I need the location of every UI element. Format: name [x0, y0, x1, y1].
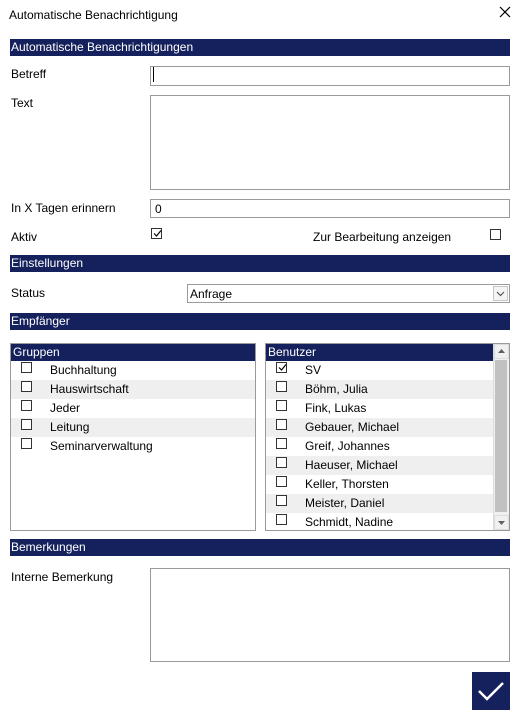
list-item-label: Fink, Lukas: [305, 401, 367, 415]
list-item[interactable]: [11, 418, 255, 437]
list-item-checkbox[interactable]: [21, 438, 32, 449]
list-item-checkbox[interactable]: [276, 514, 287, 525]
show-edit-checkbox[interactable]: [490, 229, 501, 240]
internal-remark-textarea[interactable]: [150, 568, 510, 662]
dropdown-button[interactable]: [493, 286, 508, 301]
list-item[interactable]: [266, 475, 493, 494]
list-item-label: Schmidt, Nadine: [305, 515, 394, 529]
list-item-checkbox[interactable]: [21, 362, 32, 373]
list-item[interactable]: [266, 513, 493, 531]
list-item[interactable]: [11, 380, 255, 399]
section-header-remarks: Bemerkungen: [10, 539, 510, 556]
status-select[interactable]: [187, 284, 510, 303]
active-label: Aktiv: [11, 230, 38, 244]
list-item-checkbox[interactable]: [276, 438, 287, 449]
list-item-label: Keller, Thorsten: [305, 477, 389, 491]
chevron-down-icon: [494, 287, 507, 300]
list-item-checkbox[interactable]: [276, 495, 287, 506]
checkmark-icon: [277, 362, 288, 373]
list-item[interactable]: [11, 399, 255, 418]
list-item-label: Jeder: [50, 401, 81, 415]
list-item-label: SV: [305, 363, 322, 377]
checkmark-icon: [472, 672, 510, 710]
list-item[interactable]: [266, 361, 493, 380]
subject-label: Betreff: [11, 67, 47, 81]
scroll-down-icon: [495, 516, 508, 529]
list-item-checkbox[interactable]: [276, 381, 287, 392]
list-item[interactable]: [266, 380, 493, 399]
show-edit-label: Zur Bearbeitung anzeigen: [313, 230, 452, 244]
list-item-label: Gebauer, Michael: [305, 420, 400, 434]
list-item-label: Greif, Johannes: [305, 439, 390, 453]
list-item-checkbox[interactable]: [21, 381, 32, 392]
close-icon: [497, 4, 513, 20]
users-list[interactable]: [265, 343, 510, 531]
list-item[interactable]: [266, 494, 493, 513]
list-item[interactable]: [11, 437, 255, 456]
list-item-checkbox[interactable]: [21, 400, 32, 411]
list-item-label: Haeuser, Michael: [305, 458, 398, 472]
list-item-label: Meister, Daniel: [305, 496, 385, 510]
list-item-checkbox[interactable]: [276, 400, 287, 411]
scroll-down-button[interactable]: [494, 515, 509, 530]
users-scrollbar[interactable]: [493, 344, 509, 530]
list-item-label: Buchhaltung: [50, 363, 117, 377]
list-item-checkbox[interactable]: [276, 457, 287, 468]
text-label: Text: [11, 96, 34, 110]
confirm-button[interactable]: [472, 672, 510, 710]
groups-list[interactable]: [10, 343, 256, 531]
text-cursor: [153, 67, 154, 82]
users-header: Benutzer: [266, 344, 493, 361]
scroll-up-icon: [495, 345, 508, 358]
section-header-notifications: Automatische Benachrichtigungen: [10, 39, 510, 56]
list-item-label: Leitung: [50, 420, 90, 434]
list-item-label: Seminarverwaltung: [50, 439, 153, 453]
scroll-up-button[interactable]: [494, 344, 509, 359]
internal-remark-label: Interne Bemerkung: [11, 570, 114, 584]
list-item-checkbox[interactable]: [276, 362, 287, 373]
close-button[interactable]: [497, 4, 513, 20]
list-item-label: Hauswirtschaft: [50, 382, 129, 396]
list-item[interactable]: [11, 361, 255, 380]
status-label: Status: [11, 286, 46, 300]
list-item-checkbox[interactable]: [21, 419, 32, 430]
list-item[interactable]: [266, 456, 493, 475]
remind-label: In X Tagen erinnern: [11, 201, 116, 215]
list-item[interactable]: [266, 399, 493, 418]
list-item[interactable]: [266, 437, 493, 456]
list-item-label: Böhm, Julia: [305, 382, 368, 396]
section-header-settings: Einstellungen: [10, 255, 510, 272]
list-item-checkbox[interactable]: [276, 476, 287, 487]
status-select-value: Anfrage: [190, 287, 233, 301]
groups-header: Gruppen: [11, 344, 255, 361]
text-area[interactable]: [150, 95, 510, 190]
active-checkbox[interactable]: [151, 228, 162, 239]
remind-days-input[interactable]: [150, 199, 510, 218]
checkmark-icon: [152, 228, 163, 239]
section-header-recipients: Empfänger: [10, 313, 510, 330]
scroll-thumb[interactable]: [495, 360, 507, 512]
window-title: Automatische Benachrichtigung: [9, 8, 178, 22]
list-item[interactable]: [266, 418, 493, 437]
subject-input[interactable]: [150, 66, 510, 86]
list-item-checkbox[interactable]: [276, 419, 287, 430]
